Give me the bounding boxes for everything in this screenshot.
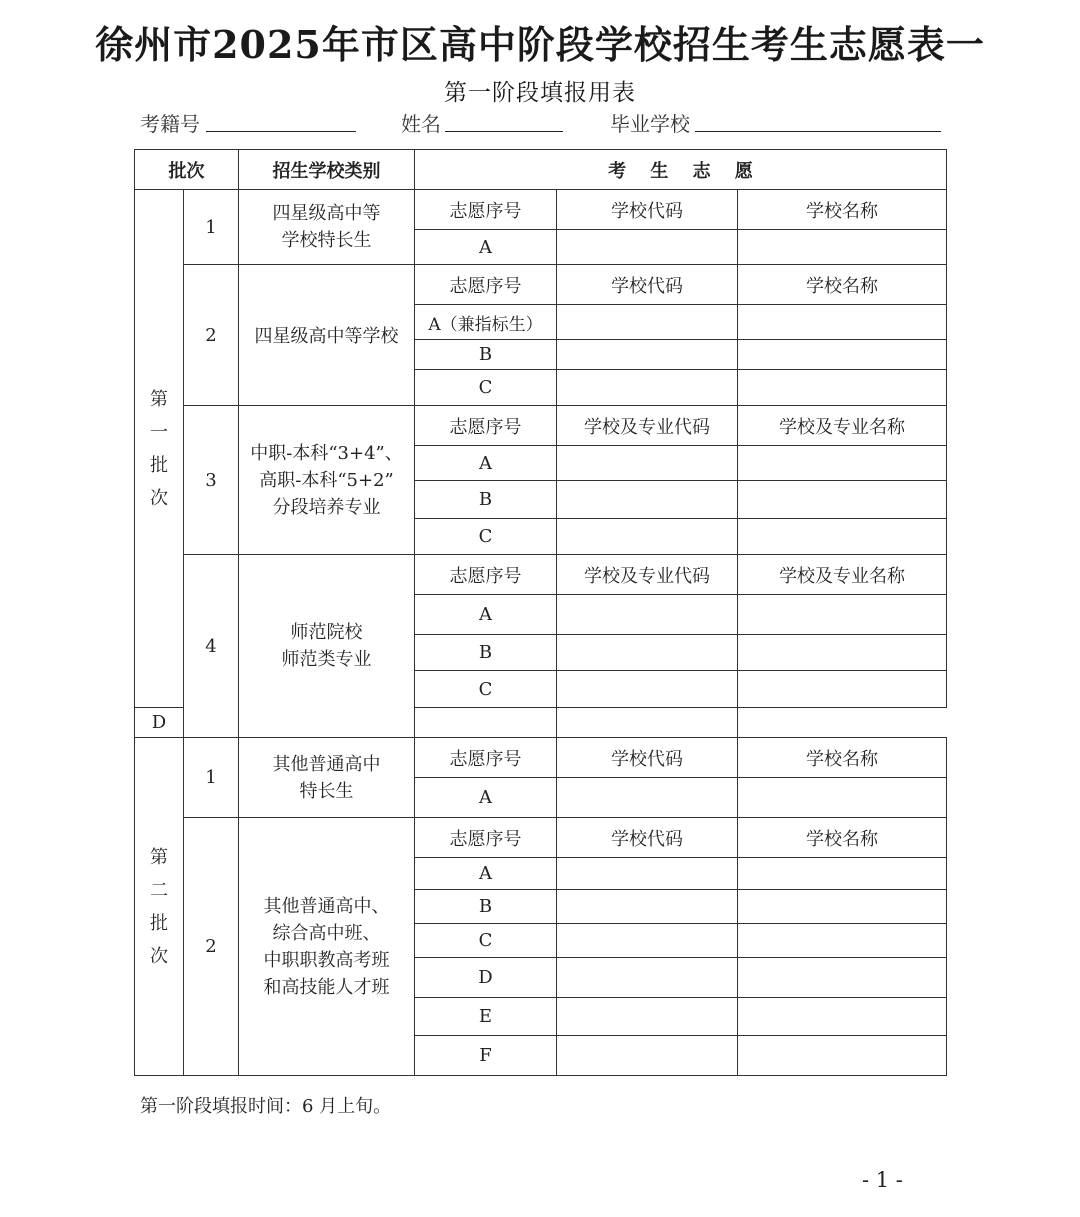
batch1-label-cell [135, 190, 184, 708]
major-name-input[interactable] [738, 671, 947, 708]
wish-order: A [415, 446, 557, 481]
table-row [135, 738, 947, 778]
school-category: 师范院校 师范类专业 [239, 555, 415, 738]
col-order-header: 志愿序号 [415, 738, 557, 778]
batch-header: 批次 [135, 150, 239, 190]
school-name-input[interactable] [738, 305, 947, 340]
col-code-header: 学校代码 [557, 818, 738, 858]
col-name-header: 学校名称 [738, 265, 947, 305]
major-name-input[interactable] [738, 635, 947, 671]
exam-id-field[interactable] [206, 131, 356, 132]
col-code-header: 学校代码 [557, 265, 738, 305]
table-row [135, 265, 947, 305]
col-code-header: 学校代码 [557, 738, 738, 778]
group-num: 4 [184, 555, 239, 738]
school-code-input[interactable] [557, 958, 738, 998]
wish-order: A [415, 230, 557, 265]
col-order-header: 志愿序号 [415, 190, 557, 230]
col-order-header: 志愿序号 [415, 406, 557, 446]
wish-order: C [415, 519, 557, 555]
wish-order: C [415, 370, 557, 406]
school-name-input[interactable] [738, 340, 947, 370]
school-name-input[interactable] [738, 958, 947, 998]
wish-order: A [415, 858, 557, 890]
col-name-header: 学校名称 [738, 818, 947, 858]
school-category: 其他普通高中、 综合高中班、 中职职教高考班 和高技能人才班 [239, 818, 415, 1076]
wish-order: F [415, 1036, 557, 1076]
major-name-input[interactable] [738, 481, 947, 519]
school-name-input[interactable] [738, 924, 947, 958]
student-name-label: 姓名 [401, 112, 441, 136]
table-row [135, 818, 947, 858]
group-num: 3 [184, 406, 239, 555]
wish-order: A [415, 778, 557, 818]
col-order-header: 志愿序号 [415, 555, 557, 595]
col-name-header: 学校名称 [738, 738, 947, 778]
school-name-input[interactable] [738, 230, 947, 265]
wish-order: B [415, 635, 557, 671]
graduate-school-label: 毕业学校 [610, 112, 690, 136]
school-code-input[interactable] [557, 370, 738, 406]
application-form-table [134, 149, 947, 1076]
major-code-input[interactable] [557, 481, 738, 519]
page-subtitle: 第一阶段填报用表 [444, 80, 636, 106]
school-code-input[interactable] [557, 340, 738, 370]
wish-order: B [415, 890, 557, 924]
school-code-input[interactable] [557, 924, 738, 958]
group-num: 1 [184, 738, 239, 818]
wish-order: D [415, 958, 557, 998]
wish-order: D [135, 708, 184, 738]
wish-order: A [415, 595, 557, 635]
school-category: 四星级高中等 学校特长生 [239, 190, 415, 265]
wishes-header: 考 生 志 愿 [415, 150, 947, 190]
col-code-header: 学校代码 [557, 190, 738, 230]
school-name-input[interactable] [738, 370, 947, 406]
wish-order: A（兼指标生） [415, 305, 557, 340]
batch2-label: 第二批次 [150, 846, 168, 967]
category-header: 招生学校类别 [239, 150, 415, 190]
school-category: 其他普通高中 特长生 [239, 738, 415, 818]
school-code-input[interactable] [557, 858, 738, 890]
wish-order: C [415, 671, 557, 708]
school-name-input[interactable] [738, 778, 947, 818]
school-code-input[interactable] [557, 890, 738, 924]
col-order-header: 志愿序号 [415, 265, 557, 305]
school-code-input[interactable] [557, 230, 738, 265]
major-name-input[interactable] [557, 708, 738, 738]
major-name-input[interactable] [738, 519, 947, 555]
graduate-school-field[interactable] [695, 131, 941, 132]
major-code-input[interactable] [557, 671, 738, 708]
school-name-input[interactable] [738, 998, 947, 1036]
table-row [135, 190, 947, 230]
table-header-row [135, 150, 947, 190]
school-code-input[interactable] [557, 1036, 738, 1076]
table-row [135, 406, 947, 446]
filing-time-note: 第一阶段填报时间：6 月上旬。 [140, 1096, 392, 1117]
student-name-field[interactable] [445, 131, 563, 132]
major-code-input[interactable] [557, 446, 738, 481]
page-number: - 1 - [862, 1168, 903, 1192]
wish-order: B [415, 340, 557, 370]
col-name-header: 学校名称 [738, 190, 947, 230]
group-num: 2 [184, 265, 239, 406]
col-major-code-header: 学校及专业代码 [557, 406, 738, 446]
group-num: 1 [184, 190, 239, 265]
major-code-input[interactable] [415, 708, 557, 738]
school-name-input[interactable] [738, 1036, 947, 1076]
major-name-input[interactable] [738, 446, 947, 481]
school-category: 四星级高中等学校 [239, 265, 415, 406]
table-row [135, 555, 947, 595]
exam-id-label: 考籍号 [140, 112, 200, 136]
wish-order: C [415, 924, 557, 958]
major-code-input[interactable] [557, 635, 738, 671]
major-code-input[interactable] [557, 519, 738, 555]
school-category: 中职-本科“3+4”、 高职-本科“5+2” 分段培养专业 [239, 406, 415, 555]
col-order-header: 志愿序号 [415, 818, 557, 858]
major-code-input[interactable] [557, 595, 738, 635]
page-title: 徐州市2025年市区高中阶段学校招生考生志愿表一 [95, 22, 985, 67]
col-major-name-header: 学校及专业名称 [738, 555, 947, 595]
school-name-input[interactable] [738, 890, 947, 924]
school-code-input[interactable] [557, 305, 738, 340]
group-num: 2 [184, 818, 239, 1076]
col-major-name-header: 学校及专业名称 [738, 406, 947, 446]
batch1-label: 第一批次 [150, 388, 168, 509]
wish-order: B [415, 481, 557, 519]
batch2-label-cell [135, 738, 184, 1076]
col-major-code-header: 学校及专业代码 [557, 555, 738, 595]
major-name-input[interactable] [738, 595, 947, 635]
school-name-input[interactable] [738, 858, 947, 890]
school-code-input[interactable] [557, 778, 738, 818]
school-code-input[interactable] [557, 998, 738, 1036]
wish-order: E [415, 998, 557, 1036]
